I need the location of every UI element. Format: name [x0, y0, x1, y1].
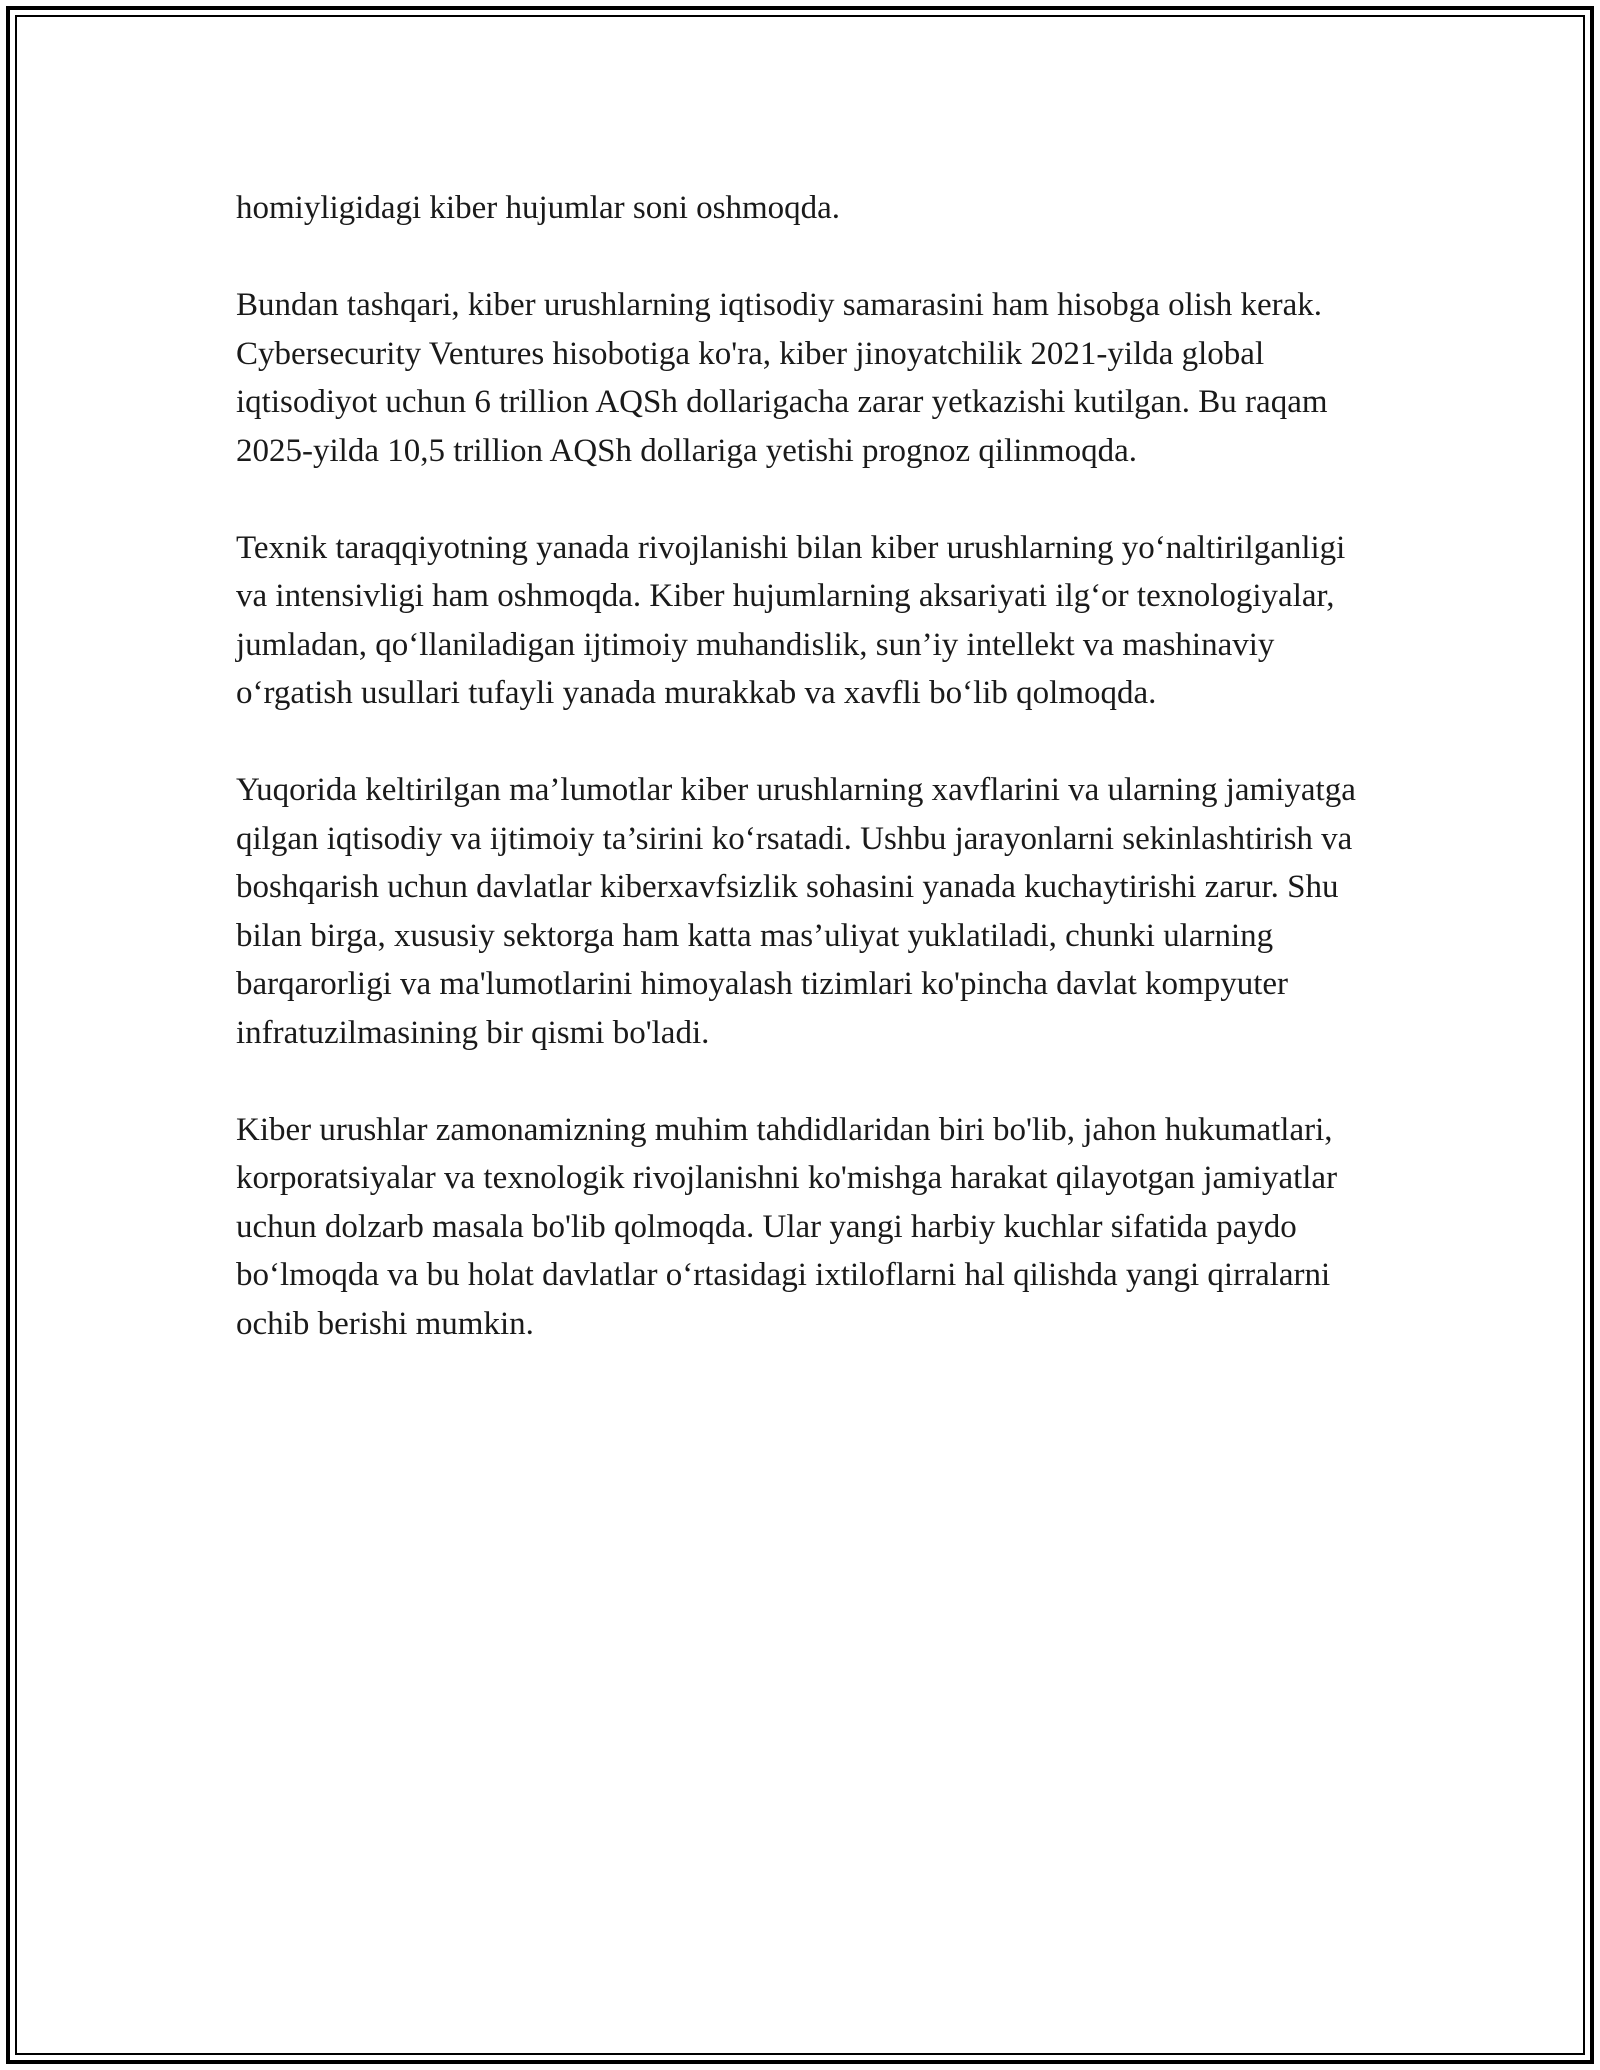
paragraph-economic-impact: Bundan tashqari, kiber urushlarning iqtisodiy samarasini ham hisobga olish kerak. Cybersecurity Ventures hisobotiga ko'ra, kiber jinoyatchilik 2021-yilda global iqtisodiyot uchun 6 trillion AQSh dollarigacha zarar yetkazishi kutilgan. Bu raqam 2025-yilda 10,5 trillion AQSh dollariga yetishi prognoz qilinmoqda. [236, 287, 1328, 469]
paragraph-technical-progress: Texnik taraqqiyotning yanada rivojlanishi bilan kiber urushlarning yo‘naltirilganligi va intensivligi ham oshmoqda. Kiber hujumlarning aksariyati ilg‘or texnologiyalar, jumladan, qo‘llaniladigan ijtimoiy muhandislik, sun’iy intellekt va mashinaviy o‘rgatish usullari tufayli yanada murakkab va xavfli bo‘lib qolmoqda. [236, 529, 1346, 711]
document-body [236, 184, 1376, 1397]
paragraph-continuation: homiyligidagi kiber hujumlar soni oshmoqda. [236, 190, 841, 226]
paragraph-conclusion: Kiber urushlar zamonamizning muhim tahdidlaridan biri bo'lib, jahon hukumatlari, korporatsiyalar va texnologik rivojlanishni ko'mishga harakat qilayotgan jamiyatlar uchun dolzarb masala bo'lib qolmoqda. Ular yangi harbiy kuchlar sifatida paydo bo‘lmoqda va bu holat davlatlar o‘rtasidagi ixtiloflarni hal qilishda yangi qirralarni ochib berishi mumkin. [236, 1111, 1338, 1342]
paragraph-risks-summary: Yuqorida keltirilgan ma’lumotlar kiber urushlarning xavflarini va ularning jamiyatga qilgan iqtisodiy va ijtimoiy ta’sirini ko‘rsatadi. Ushbu jarayonlarni sekinlashtirish va boshqarish uchun davlatlar kiberxavfsizlik sohasini yanada kuchaytirishi zarur. Shu bilan birga, xususiy sektorga ham katta mas’uliyat yuklatiladi, chunki ularning barqarorligi va ma'lumotlarini himoyalash tizimlari ko'pincha davlat kompyuter infratuzilmasining bir qismi bo'ladi. [236, 772, 1356, 1051]
